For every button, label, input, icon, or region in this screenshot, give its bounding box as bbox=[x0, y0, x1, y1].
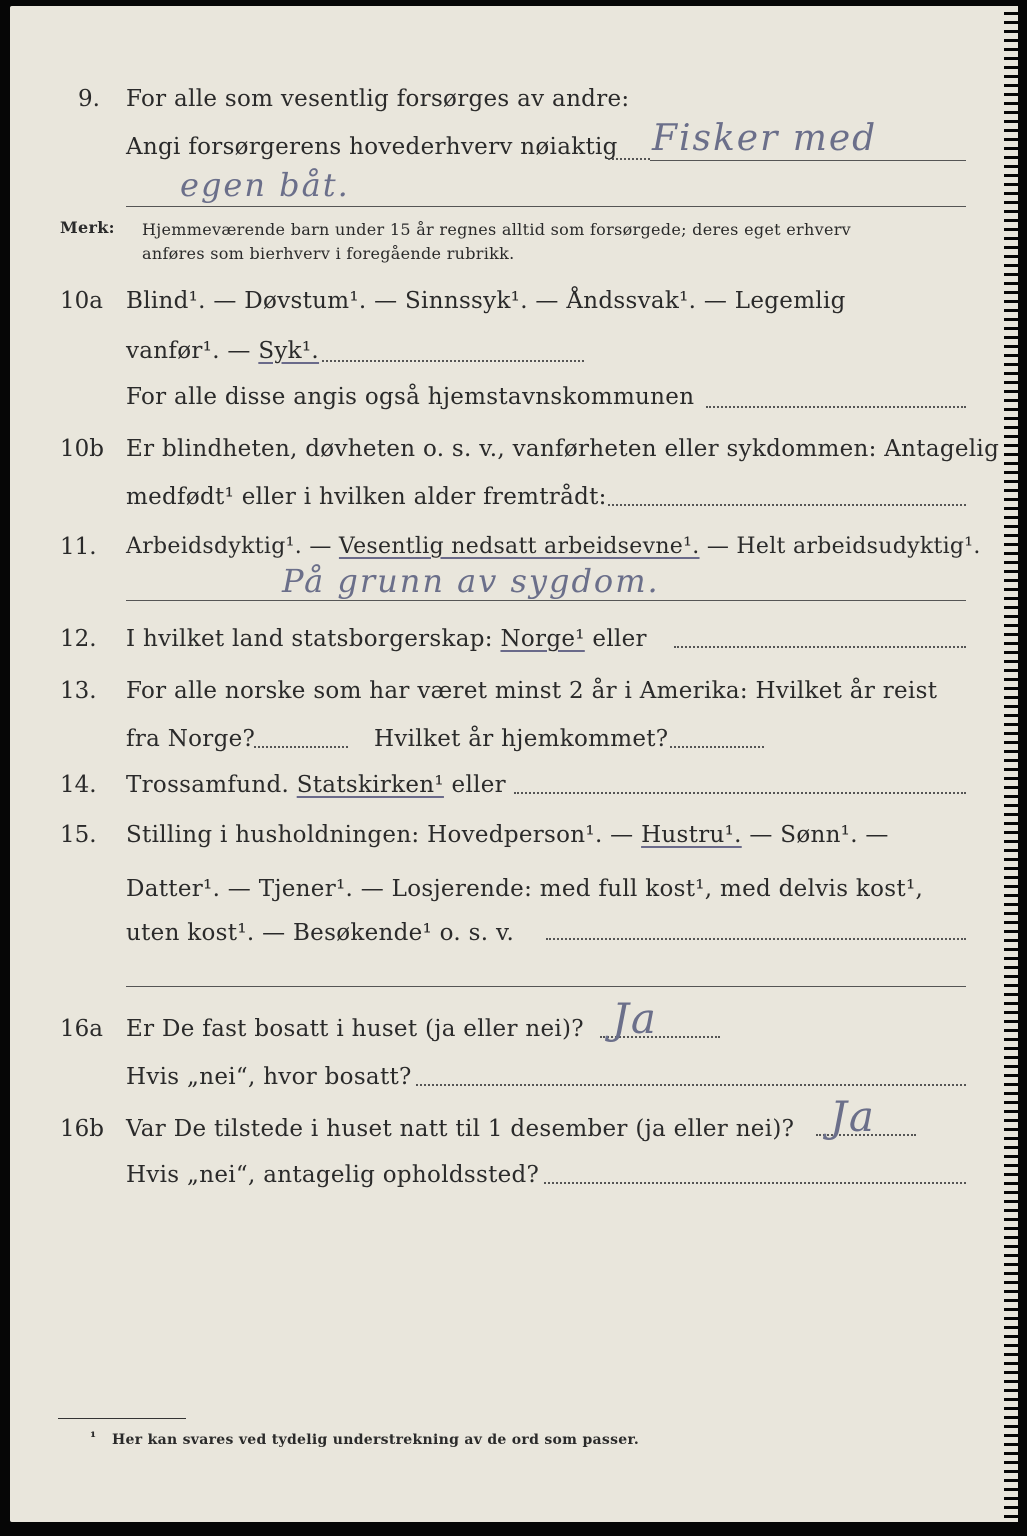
q14-text-a: Trossamfund. bbox=[126, 772, 297, 798]
q13-departure-year-dots[interactable] bbox=[254, 746, 348, 748]
q11-number: 11. bbox=[60, 534, 97, 560]
q14-text bbox=[126, 772, 506, 798]
q9-handwritten-answer-b: egen båt. bbox=[180, 166, 350, 204]
q11-answer-line[interactable] bbox=[126, 600, 966, 601]
q13-line2a: fra Norge? bbox=[126, 726, 256, 752]
q10a-syk-underlined: Syk¹. bbox=[258, 338, 320, 364]
q15-line1 bbox=[126, 822, 889, 848]
q10a-answer-dots[interactable] bbox=[322, 360, 584, 362]
q9-answer-line[interactable] bbox=[650, 160, 966, 161]
q14-text-c: eller bbox=[443, 772, 506, 798]
q12-text-a: I hvilket land statsborgerskap: bbox=[126, 626, 501, 652]
q16a-line1: Er De fast bosatt i huset (ja eller nei)? bbox=[126, 1016, 584, 1042]
q9-answer-dots bbox=[608, 158, 650, 160]
q10a-line2 bbox=[126, 338, 319, 364]
q15-line1-a: Stilling i husholdningen: Hovedperson¹. — bbox=[126, 822, 642, 848]
q12-text bbox=[126, 626, 647, 652]
q12-norge-underlined: Norge¹ bbox=[500, 626, 585, 652]
q16b-number: 16b bbox=[60, 1116, 104, 1142]
q12-number: 12. bbox=[60, 626, 97, 652]
q13-line2b: Hvilket år hjemkommet? bbox=[374, 726, 669, 752]
q16b-line2: Hvis „nei“, antagelig opholdssted? bbox=[126, 1162, 540, 1188]
q15-line1-c: — Sønn¹. — bbox=[741, 822, 889, 848]
q11-text bbox=[126, 534, 981, 559]
q14-statskirken-underlined: Statskirken¹ bbox=[296, 772, 444, 798]
q16b-handwritten-answer: Ja bbox=[830, 1092, 876, 1141]
merk-line2: anføres som bierhverv i foregående rubrikk. bbox=[142, 244, 515, 263]
q14-number: 14. bbox=[60, 772, 97, 798]
q16b-whereabouts-dots[interactable] bbox=[544, 1182, 966, 1184]
footnote-mark: ¹ bbox=[90, 1430, 97, 1446]
q15-hustru-underlined: Hustru¹. bbox=[641, 822, 742, 848]
q10b-answer-dots[interactable] bbox=[608, 504, 966, 506]
q16a-residence-dots[interactable] bbox=[416, 1084, 966, 1086]
q10a-number: 10a bbox=[60, 288, 103, 314]
q11-underlined-choice: Vesentlig nedsatt arbeidsevne¹. bbox=[338, 534, 700, 559]
q9-handwritten-answer-a: Fisker med bbox=[652, 118, 878, 159]
q14-answer-dots[interactable] bbox=[514, 792, 966, 794]
q12-answer-dots[interactable] bbox=[674, 646, 966, 648]
merk-line1: Hjemmeværende barn under 15 år regnes alltid som forsørgede; deres eget erhverv bbox=[142, 220, 851, 239]
q10a-line1: Blind¹. — Døvstum¹. — Sinnssyk¹. — Åndssvak¹. — Legemlig bbox=[126, 288, 846, 314]
q9-line2: Angi forsørgerens hovederhverv nøiaktig bbox=[126, 134, 618, 160]
q15-answer-dots[interactable] bbox=[546, 938, 966, 940]
q15-line2: Datter¹. — Tjener¹. — Losjerende: med full kost¹, med delvis kost¹, bbox=[126, 876, 924, 902]
q15-answer-line[interactable] bbox=[126, 986, 966, 987]
census-form-page bbox=[10, 6, 1006, 1522]
merk-label: Merk: bbox=[60, 218, 115, 237]
footnote-text: Her kan svares ved tydelig understrekning av de ord som passer. bbox=[112, 1432, 640, 1448]
q11-text-c: — Helt arbeidsudyktig¹. bbox=[699, 534, 981, 559]
q10b-number: 10b bbox=[60, 436, 104, 462]
q15-number: 15. bbox=[60, 822, 97, 848]
q16a-handwritten-answer: Ja bbox=[612, 994, 658, 1043]
q9-answer-line-2[interactable] bbox=[126, 206, 966, 207]
q9-line1: For alle som vesentlig forsørges av andre: bbox=[126, 86, 630, 112]
q16a-number: 16a bbox=[60, 1016, 103, 1042]
q16a-line2: Hvis „nei“, hvor bosatt? bbox=[126, 1064, 412, 1090]
q13-return-year-dots[interactable] bbox=[670, 746, 764, 748]
q10a-line3: For alle disse angis også hjemstavnskommunen bbox=[126, 384, 695, 410]
q10a-line2-text: vanfør¹. — bbox=[126, 338, 259, 364]
q16b-line1: Var De tilstede i huset natt til 1 desember (ja eller nei)? bbox=[126, 1116, 795, 1142]
q10a-home-municipality-dots[interactable] bbox=[706, 406, 966, 408]
q11-text-a: Arbeidsdyktig¹. — bbox=[126, 534, 339, 559]
q10b-line2: medfødt¹ eller i hvilken alder fremtrådt: bbox=[126, 484, 607, 510]
q9-number: 9. bbox=[78, 86, 100, 112]
q11-handwritten-answer: På grunn av sygdom. bbox=[282, 562, 660, 600]
q15-line3: uten kost¹. — Besøkende¹ o. s. v. bbox=[126, 920, 515, 946]
q10b-line1: Er blindheten, døvheten o. s. v., vanførheten eller sykdommen: Antagelig bbox=[126, 436, 1000, 462]
footnote-rule bbox=[58, 1418, 186, 1419]
q13-line1: For alle norske som har været minst 2 år i Amerika: Hvilket år reist bbox=[126, 678, 938, 704]
q13-number: 13. bbox=[60, 678, 97, 704]
q12-text-c: eller bbox=[584, 626, 647, 652]
